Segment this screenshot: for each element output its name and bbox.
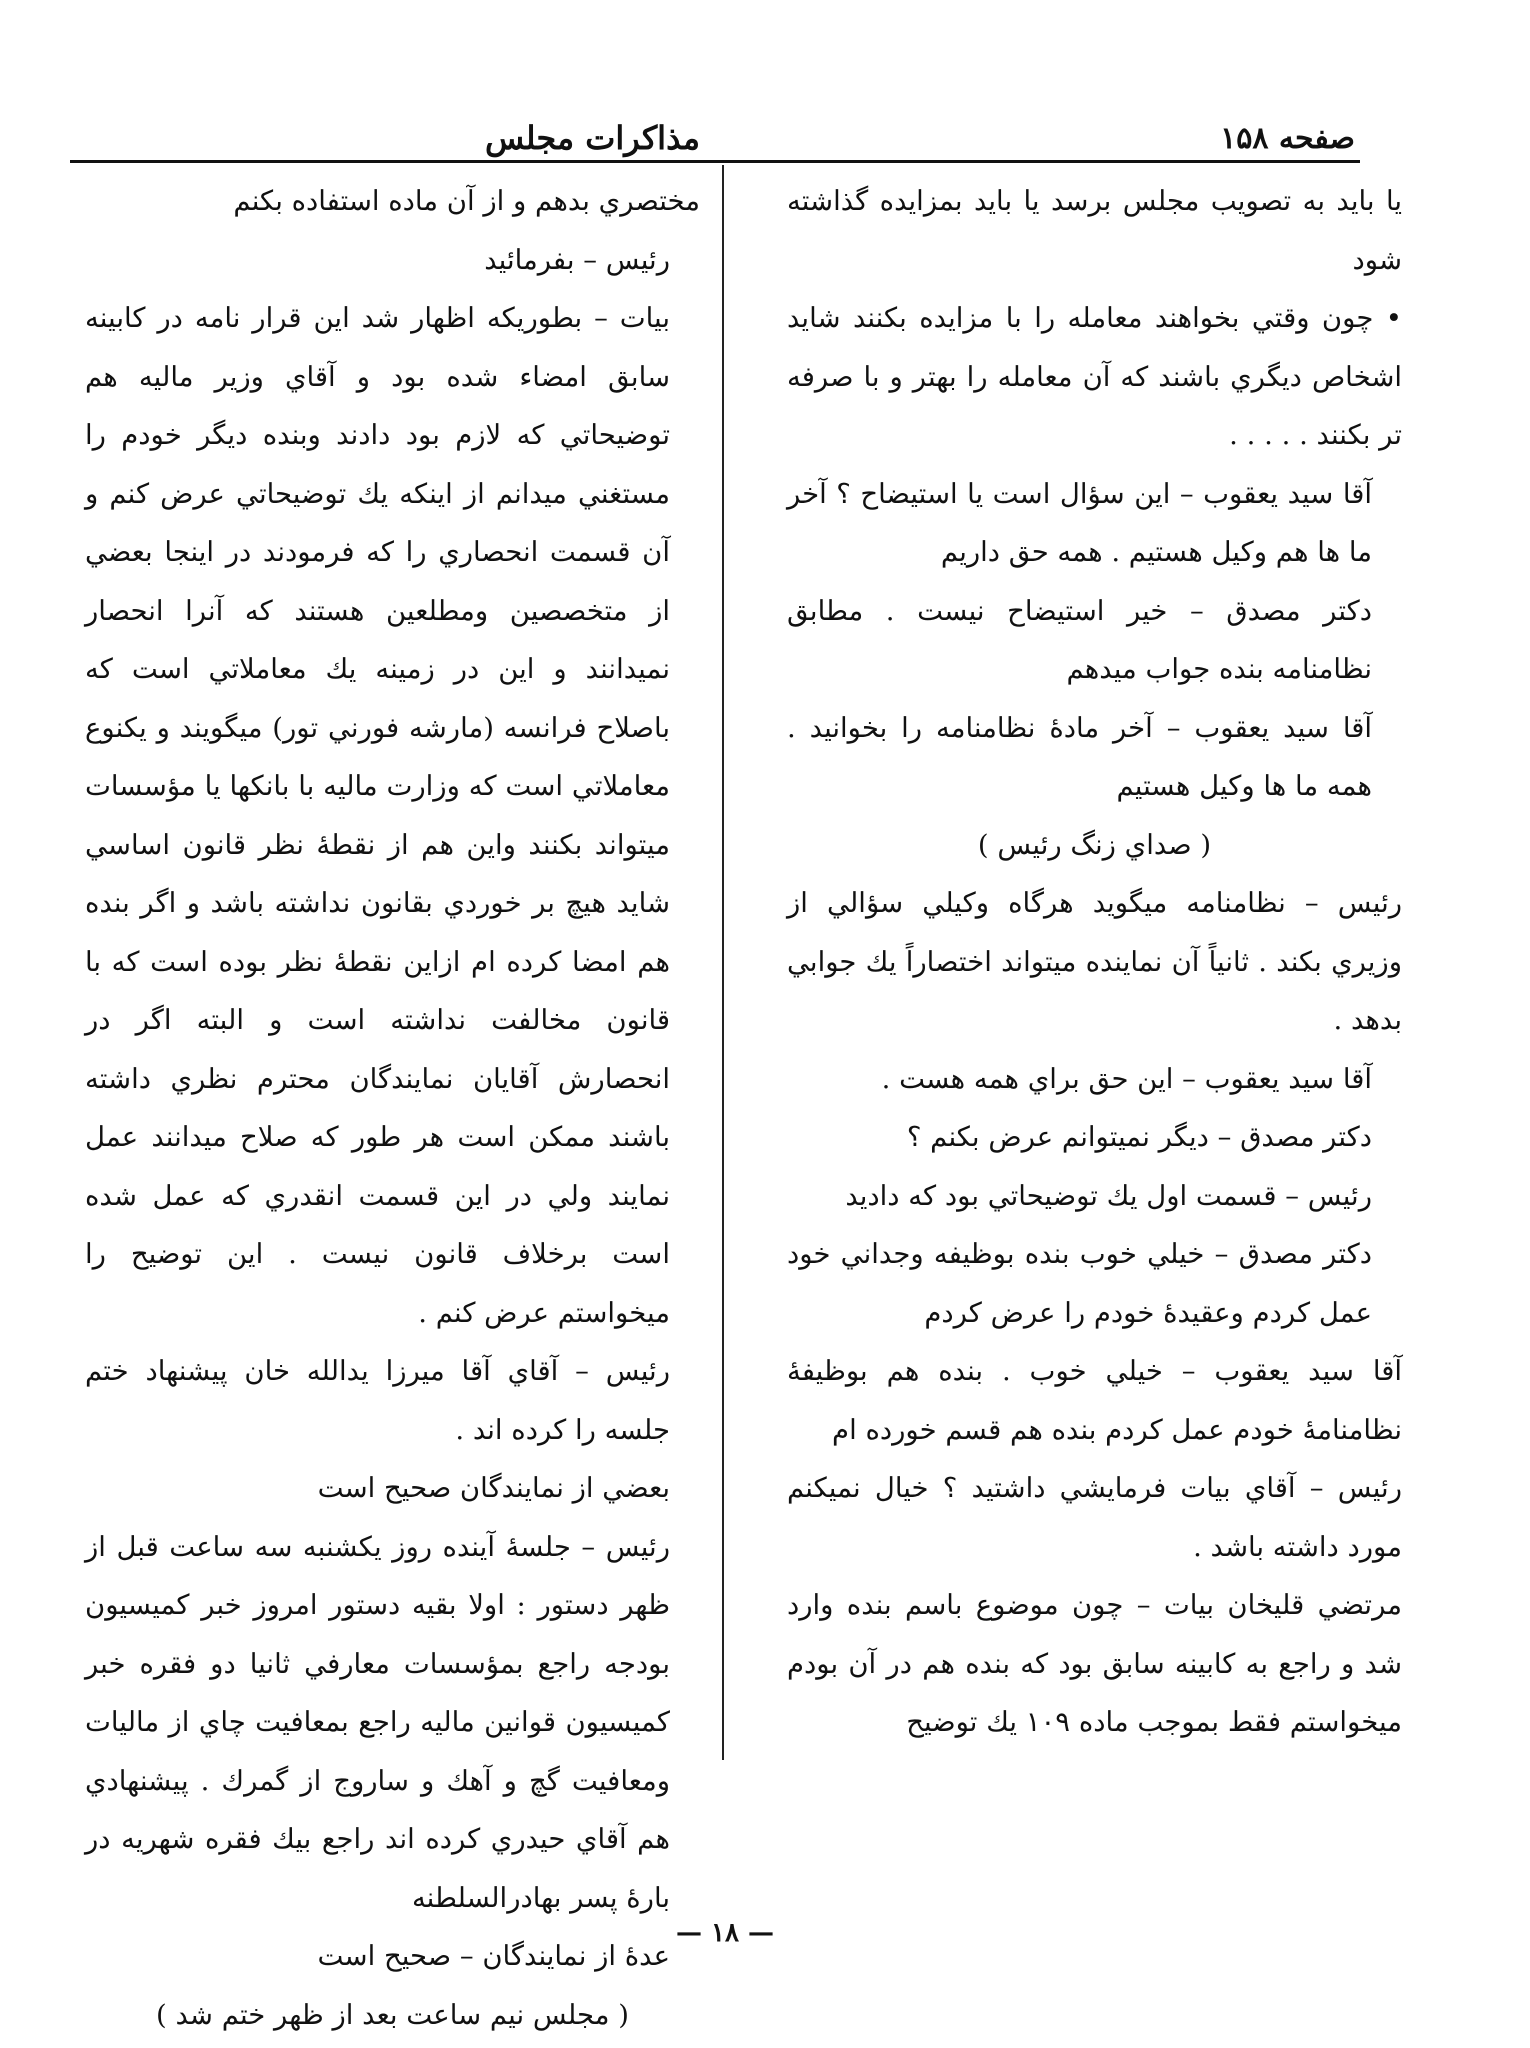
paragraph: بعضي از نمايندگان صحيح است bbox=[317, 1472, 670, 1504]
paragraph: • چون وقتي بخواهند معامله را با مزايده بكنند شايد اشخاص ديگري باشند كه آن معامله را بهتر و با صرفه تر بكنند . . . . . bbox=[787, 302, 1402, 451]
paragraph: مختصري بدهم و از آن ماده استفاده بكنم bbox=[233, 185, 700, 217]
paragraph: بيات – بطوريكه اظهار شد اين قرار نامه در كابينه سابق امضاء شده بود و آقاي وزير ماليه هم توضيحاتي كه لازم بود دادند وبنده ديگر خودم را مستغني ميدانم از اينكه يك توضيحاتي عرض كنم و آن قسمت انحصاري را كه فرمودند در اينجا بعضي از متخصصين ومطلعين هستند كه آنرا انحصار نميدانند و اين در زمينه يك معاملاتي است كه باصلاح فرانسه (مارشه فورني تور) ميگويند و يكنوع معاملاتي است كه وزارت ماليه با بانكها يا مؤسسات ميتواند بكنند واين هم از نقطهٔ نظر قانون اساسي شايد هيچ بر خوردي بقانون نداشته باشد و اگر بنده هم امضا كرده ام ازاين نقطهٔ نظر بوده است كه با قانون مخالفت نداشته است و البته اگر در انحصارش آقايان نمايندگان محترم نظري داشته باشند ممكن است هر طور كه صلاح ميدانند عمل نمايند ولي در اين قسمت انقدري كه عمل شده است برخلاف قانون نيست . اين توضيح را ميخواستم عرض كنم . bbox=[85, 302, 670, 1329]
right-column bbox=[787, 172, 1402, 1752]
paragraph: مرتضي قليخان بيات – چون موضوع باسم بنده وارد شد و راجع به كابينه سابق بود كه بنده هم در آن بودم ميخواستم فقط بموجب ماده ۱۰۹ يك توضيح bbox=[787, 1589, 1402, 1738]
left-column bbox=[85, 172, 700, 2044]
paragraph: دكتر مصدق – ديگر نميتوانم عرض بكنم ؟ bbox=[906, 1121, 1372, 1153]
paragraph: رئيس – قسمت اول يك توضيحاتي بود كه داديد bbox=[845, 1179, 1372, 1212]
page-header bbox=[70, 112, 1355, 164]
paragraph: آقا سيد يعقوب – خيلي خوب . بنده هم بوظيفهٔ نظامنامهٔ خودم عمل كردم بنده هم قسم خورده ام bbox=[787, 1355, 1402, 1446]
paragraph: آقا سيد يعقوب – اين سؤال است يا استيضاح ؟ آخر ما ها هم وكيل هستيم . همه حق داريم bbox=[787, 477, 1372, 568]
paragraph: رئيس – آقاي بيات فرمايشي داشتيد ؟ خيال نميكنم مورد داشته باشد . bbox=[787, 1472, 1402, 1563]
paragraph: آقا سيد يعقوب – آخر مادهٔ نظامنامه را بخوانيد . همه ما ها وكيل هستيم bbox=[787, 711, 1372, 802]
paragraph: آقا سيد يعقوب – اين حق براي همه هست . bbox=[881, 1062, 1372, 1095]
paragraph: رئيس – بفرمائيد bbox=[484, 243, 670, 276]
paragraph: رئيس – جلسهٔ آينده روز يكشنبه سه ساعت قبل از ظهر دستور : اولا بقيه دستور امروز خبر كميسيون بودجه راجع بمؤسسات معارفي ثانيا دو فقره خبر كميسيون قوانين ماليه راجع بمعافيت چاي از ماليات ومعافيت گچ و آهك و ساروج از گمرك . پيشنهادي هم آقاي حيدري كرده اند راجع بيك فقره شهريه در بارهٔ پسر بهادرالسلطنه bbox=[85, 1530, 670, 1914]
header-rule bbox=[70, 160, 1360, 163]
page-title: مذاكرات مجلس bbox=[484, 119, 700, 157]
page-number: صفحه ۱۵۸ bbox=[1220, 120, 1355, 156]
paragraph: رئيس – آقاي آقا ميرزا يدالله خان پيشنهاد ختم جلسه را كرده اند . bbox=[85, 1355, 670, 1446]
paragraph: دكتر مصدق – خير استيضاح نيست . مطابق نظامنامه بنده جواب ميدهم bbox=[787, 594, 1372, 685]
paragraph: دكتر مصدق – خيلي خوب بنده بوظيفه وجداني خود عمل كردم وعقيدهٔ خودم را عرض كردم bbox=[787, 1238, 1372, 1329]
paragraph: يا بايد به تصويب مجلس برسد يا بايد بمزايده گذاشته شود bbox=[787, 185, 1402, 276]
stage-direction: ( مجلس نيم ساعت بعد از ظهر ختم شد ) bbox=[156, 1998, 629, 2031]
paragraph: عدهٔ از نمايندگان – صحيح است bbox=[317, 1940, 670, 1972]
paragraph: رئيس – نظامنامه ميگويد هرگاه وكيلي سؤالي از وزيري بكند . ثانياً آن نماينده ميتواند اختصاراً يك جوابي بدهد . bbox=[787, 887, 1402, 1036]
page-footer-number: — ۱۸ — bbox=[675, 1918, 775, 1948]
stage-direction: ( صداي زنگ رئيس ) bbox=[977, 828, 1212, 861]
column-divider bbox=[722, 165, 724, 1760]
